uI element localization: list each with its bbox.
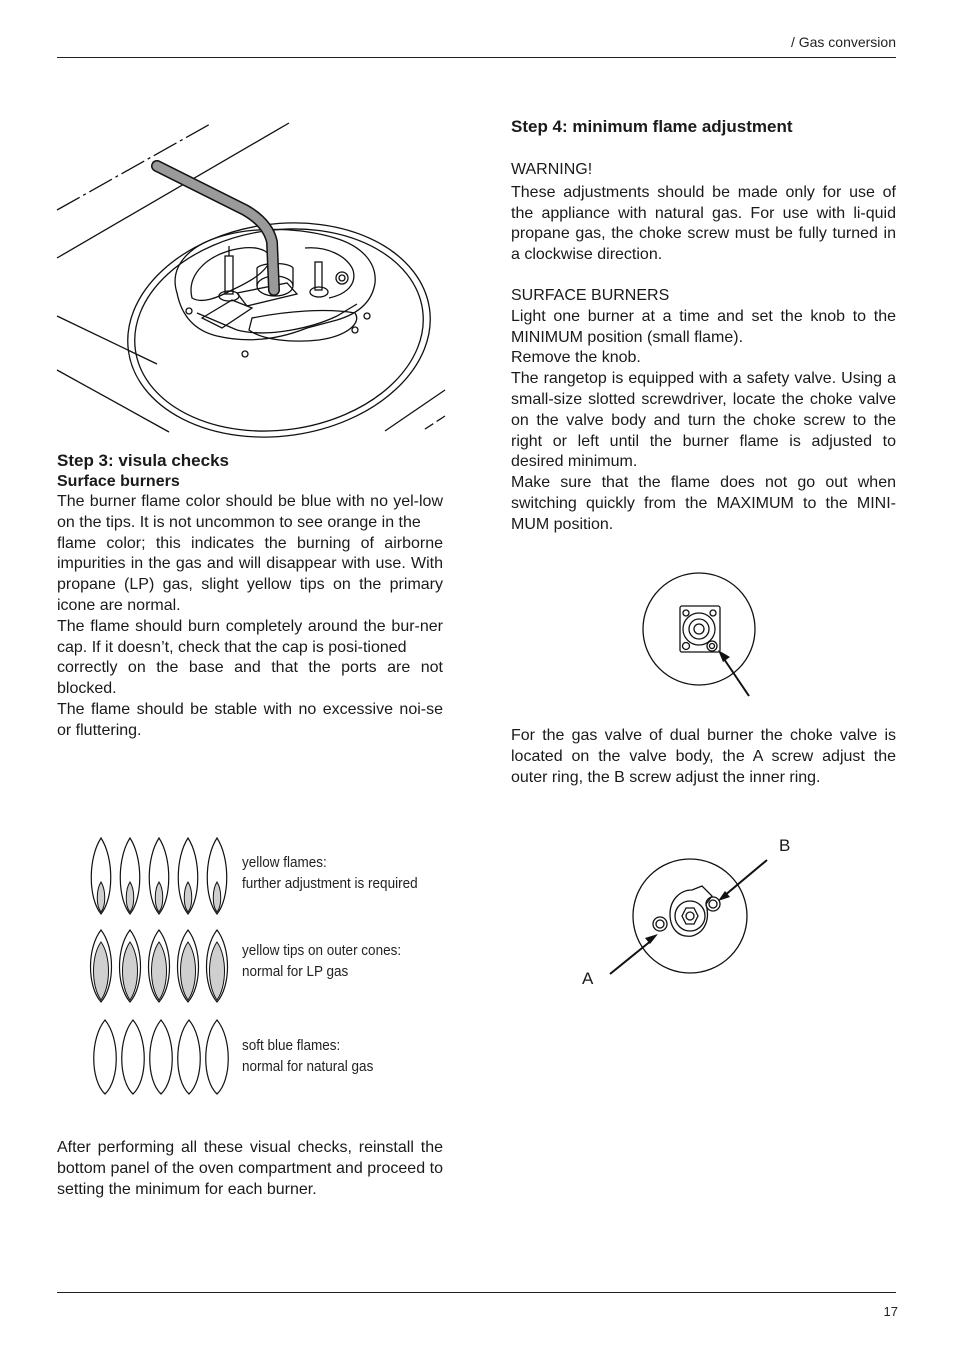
step3-paragraph: flame color; this indicates the burning of airborne impurities in the gas and will disappear with use. With propane (LP) gas, slight yellow tips on the primary icone are normal. xyxy=(57,534,443,614)
surface-paragraph: The rangetop is equipped with a safety valve. Using a small-size slotted screwdriver, locate the choke valve on the valve body and turn the choke screw to the right or left until the burner flame is adjusted to desired minimum. xyxy=(511,370,896,471)
surface-paragraph: Light one burner at a time and set the knob to the MINIMUM position (small flame). xyxy=(511,307,896,346)
flame-caption-line: yellow flames: xyxy=(242,854,327,871)
warning-label: WARNING! xyxy=(511,161,593,178)
flame-caption-line: soft blue flames: xyxy=(242,1037,341,1054)
header-rule xyxy=(57,57,896,58)
step3-subtitle: Surface burners xyxy=(57,473,180,490)
choke-valve-diagram xyxy=(640,570,760,702)
surface-burners-label: SURFACE BURNERS xyxy=(511,286,670,304)
screw-label-a: A xyxy=(582,969,594,988)
dual-valve-diagram xyxy=(600,856,780,986)
step3-paragraph: correctly on the base and that the ports are not blocked. xyxy=(57,659,443,698)
page-number: 17 xyxy=(883,1304,898,1319)
flame-caption-line: normal for natural gas xyxy=(242,1058,374,1075)
surface-paragraph: Make sure that the flame does not go out when switching quickly from the MAXIMUM to the MINI-MUM position. xyxy=(511,474,896,533)
closing-paragraph: After performing all these visual checks, reinstall the bottom panel of the oven compartment and proceed to setting the minimum for each burner. xyxy=(57,1139,443,1198)
flame-caption-1 xyxy=(242,852,418,894)
warning-text: These adjustments should be made only for use of the appliance with natural gas. For use with li-quid propane gas, the choke screw must be fully turned in a clockwise direction. xyxy=(511,183,896,264)
step3-paragraph: The flame should burn completely around the bur-ner cap. If it doesn’t, check that the cap is posi-tioned xyxy=(57,617,443,656)
flame-caption-line: further adjustment is required xyxy=(242,875,418,892)
screw-label-b: B xyxy=(779,836,791,855)
flame-caption-2 xyxy=(242,940,401,982)
section-title: / Gas conversion xyxy=(790,34,896,50)
flame-caption-3 xyxy=(242,1035,373,1077)
step3-paragraph: The flame should be stable with no excessive noi-se or fluttering. xyxy=(57,700,443,739)
flame-row-yellow-tips xyxy=(86,928,236,1004)
flame-caption-line: yellow tips on outer cones: xyxy=(242,942,402,959)
footer-rule xyxy=(57,1292,896,1293)
surface-paragraph: Remove the knob. xyxy=(511,349,641,367)
flame-row-blue xyxy=(90,1018,236,1096)
flame-caption-line: normal for LP gas xyxy=(242,963,349,980)
step4-title: Step 4: minimum flame adjustment xyxy=(511,117,793,136)
dual-burner-paragraph: For the gas valve of dual burner the choke valve is located on the valve body, the A screw adjust the outer ring, the B screw adjust the inner ring. xyxy=(511,727,896,786)
flame-row-yellow xyxy=(86,836,236,916)
burner-illustration xyxy=(57,118,447,434)
step3-title: Step 3: visula checks xyxy=(57,451,229,470)
step3-paragraph: The burner flame color should be blue with no yel-low on the tips. It is not uncommon to see orange in the xyxy=(57,493,443,531)
